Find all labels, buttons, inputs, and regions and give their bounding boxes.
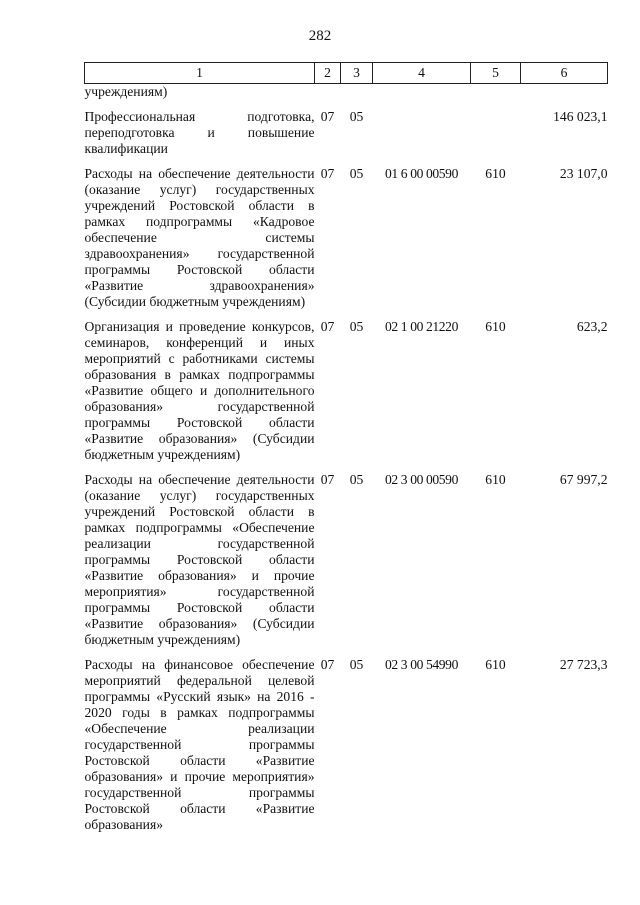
row-description: Расходы на обеспечение деятельности (оказание услуг) государственных учреждений Ростовской области в рамках подпрограммы «Обеспечение реализации государственной программы Ростовской области «Развитие образования» и прочие мероприятия» государственной программы Ростовской области «Развитие образования» (Субсидии бюджетным учреждениям) bbox=[84, 472, 315, 647]
column-header-2: 2 bbox=[315, 63, 341, 84]
row-section-code: 07 bbox=[320, 319, 335, 334]
page-number: 282 bbox=[308, 28, 332, 44]
table-row bbox=[85, 319, 608, 472]
row-section-code: 07 bbox=[320, 109, 335, 124]
row-amount: 27 723,3 bbox=[559, 657, 608, 672]
row-subsection-code: 05 bbox=[349, 166, 364, 181]
table-header-row bbox=[85, 63, 608, 84]
row-target-article: 02 3 00 00590 bbox=[385, 472, 458, 487]
row-expense-type: 610 bbox=[485, 472, 506, 487]
row-amount: 146 023,1 bbox=[553, 109, 608, 124]
row-subsection-code: 05 bbox=[349, 472, 364, 487]
row-subsection-code: 05 bbox=[349, 109, 364, 124]
row-amount: 67 997,2 bbox=[559, 472, 608, 487]
row-expense-type bbox=[471, 109, 521, 166]
row-subsection-code: 05 bbox=[349, 657, 364, 672]
budget-table bbox=[84, 62, 608, 842]
row-amount: 23 107,0 bbox=[559, 166, 608, 181]
row-target-article bbox=[373, 109, 471, 166]
row-target-article: 02 1 00 21220 bbox=[385, 319, 458, 334]
row-expense-type: 610 bbox=[485, 166, 506, 181]
column-header-1: 1 bbox=[85, 63, 315, 84]
row-amount: 623,2 bbox=[576, 319, 608, 334]
row-section-code: 07 bbox=[320, 166, 335, 181]
row-description: Организация и проведение конкурсов, семинаров, конференций и иных мероприятий с работниками системы образования в рамках подпрограммы «Развитие общего и дополнительного образования» государственной программы Ростовской области «Развитие образования» (Субсидии бюджетным учреждениям) bbox=[84, 319, 315, 462]
row-expense-type: 610 bbox=[485, 319, 506, 334]
row-description: Расходы на финансовое обеспечение мероприятий федеральной целевой программы «Русский язык» на 2016 - 2020 годы в рамках подпрограммы «Обеспечение реализации государственной программы Ростовской области «Развитие образования» и прочие мероприятия» государственной программы Ростовской области «Развитие образования» bbox=[84, 657, 315, 832]
row-subsection-code: 05 bbox=[349, 319, 364, 334]
column-header-5: 5 bbox=[471, 63, 521, 84]
column-header-3: 3 bbox=[341, 63, 373, 84]
row-expense-type: 610 bbox=[485, 657, 506, 672]
row-description: Профессиональная подготовка, переподготовка и повышение квалификации bbox=[84, 109, 315, 156]
table-row bbox=[85, 472, 608, 657]
row-target-article: 01 6 00 00590 bbox=[385, 166, 458, 181]
row-section-code: 07 bbox=[320, 657, 335, 672]
continuation-row bbox=[85, 84, 608, 110]
table-row bbox=[85, 109, 608, 166]
column-header-6: 6 bbox=[521, 63, 608, 84]
column-header-4: 4 bbox=[373, 63, 471, 84]
row-description: Расходы на обеспечение деятельности (оказание услуг) государственных учреждений Ростовской области в рамках подпрограммы «Кадровое обеспечение системы здравоохранения» государственной программы Ростовской области «Развитие здравоохранения» (Субсидии бюджетным учреждениям) bbox=[84, 166, 315, 309]
table-row bbox=[85, 657, 608, 842]
table-row bbox=[85, 166, 608, 319]
row-section-code: 07 bbox=[320, 472, 335, 487]
continuation-text: учреждениям) bbox=[84, 84, 168, 99]
row-target-article: 02 3 00 54990 bbox=[385, 657, 458, 672]
